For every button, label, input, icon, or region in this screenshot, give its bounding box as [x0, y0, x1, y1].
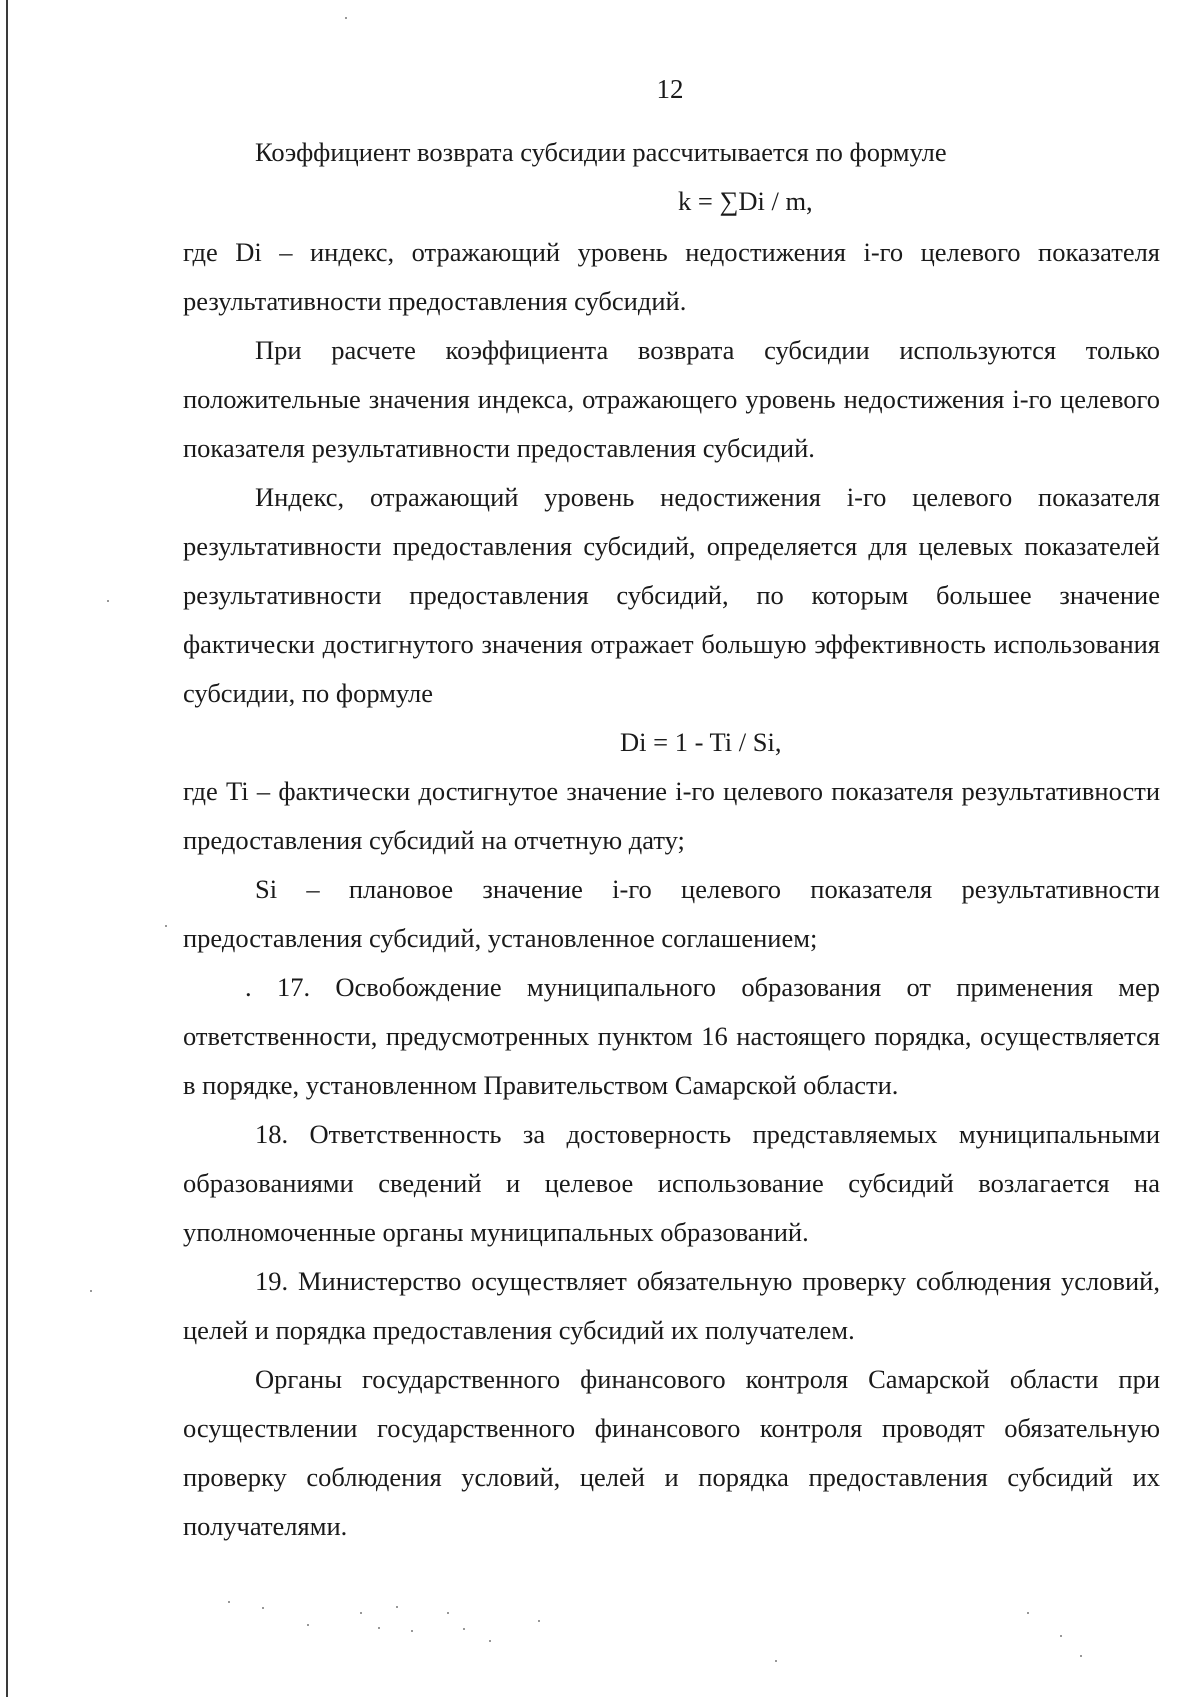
paragraph-si-definition: Si – плановое значение i-го целевого показателя результативности предоставления субсидий, установленное соглашением;: [183, 874, 1160, 953]
formula-return-coefficient: k = ∑Di / m,: [678, 186, 813, 216]
document-body: [183, 128, 1160, 1551]
paragraph-item-18: 18. Ответственность за достоверность представляемых муниципальными образованиями сведений и целевое использование субсидий возлагается на уполномоченные органы муниципальных образований.: [183, 1119, 1160, 1247]
page-edge-line: [6, 0, 8, 1697]
paragraph-item-19: 19. Министерство осуществляет обязательную проверку соблюдения условий, целей и порядка предоставления субсидий их получателем.: [183, 1266, 1160, 1345]
paragraph-coefficient-intro: Коэффициент возврата субсидии рассчитывается по формуле: [255, 137, 947, 167]
paragraph-di-definition: где Di – индекс, отражающий уровень недостижения i-го целевого показателя результативности предоставления субсидий.: [183, 237, 1160, 316]
paragraph-financial-control: Органы государственного финансового контроля Самарской области при осуществлении государственного финансового контроля проводят обязательную проверку соблюдения условий, целей и порядка предоставления субсидий их получателями.: [183, 1364, 1160, 1541]
formula-index: Di = 1 - Ti / Si,: [620, 727, 782, 757]
paragraph-positive-values: При расчете коэффициента возврата субсидии используются только положительные значения индекса, отражающего уровень недостижения i-го целевого показателя результативности предоставления субсидий.: [183, 335, 1160, 463]
page-number: 12: [656, 74, 684, 104]
paragraph-ti-definition: где Ti – фактически достигнутое значение i-го целевого показателя результативности предоставления субсидий на отчетную дату;: [183, 776, 1160, 855]
paragraph-item-17: . 17. Освобождение муниципального образования от применения мер ответственности, предусмотренных пунктом 16 настоящего порядка, осуществляется в порядке, установленном Правительством Самарской области.: [183, 972, 1160, 1100]
paragraph-index-definition: Индекс, отражающий уровень недостижения i-го целевого показателя результативности предоставления субсидий, определяется для целевых показателей результативности предоставления субсидий, по которым большее значение фактически достигнутого значения отражает большую эффективность использования субсидии, по формуле: [183, 482, 1160, 708]
